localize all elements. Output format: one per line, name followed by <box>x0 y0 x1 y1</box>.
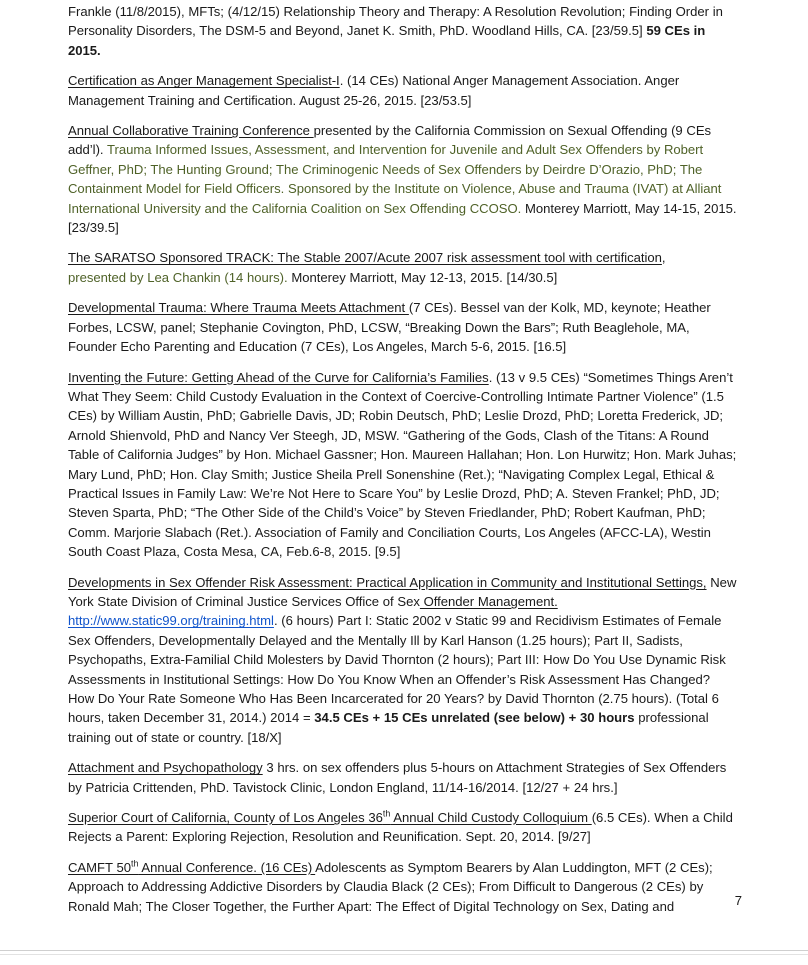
para3-black-2: Monterey Marriott, May 14-15, 2015. [23/39.5] <box>68 200 737 236</box>
para9-title-part1: Superior Court of California, County of Los Angeles 36 <box>68 810 383 826</box>
entry-title-developmental-trauma: Developmental Trauma: Where Trauma Meets Attachment <box>68 300 409 316</box>
entry-title-superior-court <box>68 810 592 825</box>
para7-bold-total: 34.5 CEs + 15 CEs unrelated (see below) + 30 hours <box>314 710 635 726</box>
paragraph-frankle-2015 <box>68 2 738 60</box>
paragraph-superior-court-colloquium <box>68 808 738 847</box>
para7-mid-underlined: Offender Management. <box>419 593 558 609</box>
paragraph-saratso-track <box>68 248 738 287</box>
static99-training-link[interactable]: http://www.static99.org/training.html <box>68 613 274 629</box>
para9-rest: (6.5 CEs). When a Child Rejects a Parent: Exploring Rejection, Resolution and Reunification. Sept. 20, 2014. [9/27] <box>68 810 733 845</box>
para7-mid-plain: New York State Division of Criminal Justice Services Office of Sex <box>68 574 737 609</box>
para7-rest-2: professional training out of state or country. [18/X] <box>68 710 709 745</box>
para1-bold-total: 59 CEs in 2015. <box>68 23 706 58</box>
paragraph-attachment-psychopathology <box>68 758 738 797</box>
entry-title-saratso: The SARATSO Sponsored TRACK: The Stable 2007/Acute 2007 risk assessment tool with certification <box>68 250 662 266</box>
para2-rest: . (14 CEs) National Anger Management Association. Anger Management Training and Certification. August 25-26, 2015. [23/53.5] <box>68 73 680 108</box>
para10-title-part2: Annual Conference. (16 CEs) <box>138 859 316 875</box>
entry-title-anger-management: Certification as Anger Management Specialist-I <box>68 73 340 89</box>
para5-rest: (7 CEs). Bessel van der Kolk, MD, keynote; Heather Forbes, LCSW, panel; Stephanie Covington, PhD, LCSW, “Breaking Down the Bars”; Ruth Beaglehole, MA, Founder Echo Parenting and Education (7 CEs), Los Angeles, March 5-6, 2015. [16.5] <box>68 300 711 355</box>
entry-title-developments-risk-assessment: Developments in Sex Offender Risk Assessment: Practical Application in Community and Institutional Settings, <box>68 574 707 590</box>
paragraph-developments-sex-offender-risk <box>68 573 738 748</box>
para8-rest: 3 hrs. on sex offenders plus 5-hours on Attachment Strategies of Sex Offenders by Patricia Crittenden, PhD. Tavistock Clinic, London England, 11/14-16/2014. [12/27 + 24 hrs.] <box>68 760 727 795</box>
para3-black-1: presented by the California Commission on Sexual Offending (9 CEs add’l). <box>68 123 712 158</box>
paragraph-inventing-the-future <box>68 368 738 562</box>
page-number: 7 <box>734 893 742 908</box>
paragraph-camft-annual-conference <box>68 858 738 916</box>
para6-rest: . (13 v 9.5 CEs) “Sometimes Things Aren’t What They Seem: Child Custody Evaluation in the Context of Coercive-Controlling Intimate Partner Violence” (1.5 CEs) by William Austin, PhD; Gabrielle Davis, JD; Robin Deutsch, PhD; Leslie Drozd, PhD; Loretta Frederick, JD; Arnold Shienvold, PhD and Nancy Ver Steegh, JD, MSW. “Gathering of the Gods, Clash of the Titans: A Round Table of California Judges” by Hon. Michael Gassner; Hon. Maureen Hallahan; Hon. Lon Hurwitz; Hon. Mark Juhas; Mary Lund, PhD; Hon. Clay Smith; Justice Sheila Prell Sonenshine (Ret.); “Navigating Complex Legal, Ethical & Practical Issues in Family Law: We’re Not Here to Scare You” by Leslie Drozd, PhD; A. Steven Frankel; PhD, JD; Steven Sparta, PhD; “The Other Side of the Child’s Voice” by Steven Friedlander, PhD; Robert Kaufman, PhD; Comm. Marjorie Slabach (Ret.). Association of Family and Conciliation Courts, Los Angeles (AFCC-LA), Westin South Coast Plaza, Costa Mesa, CA, Feb.6-8, 2015. [9.5] <box>68 369 737 560</box>
para3-green-run: Trauma Informed Issues, Assessment, and Intervention for Juvenile and Adult Sex Offenders by Robert Geffner, PhD; The Hunting Ground; The Criminogenic Needs of Sex Offenders by Deirdre D’Orazio, PhD; The Containment Model for Field Officers. Sponsored by the Institute on Violence, Abuse and Trauma (IVAT) at Alliant International University and the California Coalition on Sex Offending CCOSO. <box>68 142 722 216</box>
para10-ordinal-suffix: th <box>131 858 139 869</box>
paragraph-developmental-trauma <box>68 298 738 356</box>
para4-green-run: presented by Lea Chankin (14 hours). <box>68 269 292 285</box>
entry-title-attachment-psychopathology: Attachment and Psychopathology <box>68 760 263 776</box>
paragraph-anger-management-certification <box>68 71 738 110</box>
para7-rest-1: . (6 hours) Part I: Static 2002 v Static 99 and Recidivism Estimates of Female Sex Offenders, Developmentally Delayed and the Mentally Ill by Karl Hanson (1.25 hours); Part II, Sadists, Psychopaths, Extra-Familial Child Molesters by David Thornton (2 hours); Part III: How Do You Use Dynamic Risk Assessments in Institutional Settings: How Do You Know When an Offender’s Risk Assessment Has Changed? How Do Your Rate Someone Who Has Been Incarcerated for 20 Years? by David Thornton (2.75 hours). (Total 6 hours, taken December 31, 2014.) 2014 = <box>68 613 726 726</box>
para1-run1: Frankle (11/8/2015), MFTs; (4/12/15) Relationship Theory and Therapy: A Resolution Revolution; Finding Order in Personality Disorders, The DSM-5 and Beyond, Janet K. Smith, PhD. Woodland Hills, CA. [23/59.5] <box>68 4 723 39</box>
page-bottom-divider-secondary <box>0 954 808 955</box>
para4-black-run: Monterey Marriott, May 12-13, 2015. [14/30.5] <box>291 269 558 285</box>
para9-ordinal-suffix: th <box>382 808 391 819</box>
entry-title-camft <box>68 860 315 875</box>
page-bottom-divider <box>0 950 808 951</box>
entry-title-inventing-future: Inventing the Future: Getting Ahead of the Curve for California’s Families <box>68 369 489 385</box>
para10-rest: Adolescents as Symptom Bearers by Alan Luddington, MFT (2 CEs); Approach to Addressing Addictive Disorders by Claudia Black (2 CEs); From Difficult to Dangerous (2 CEs) by Ronald Mah; The Closer Together, the Further Apart: The Effect of Digital Technology on Sex, Dating and <box>68 859 713 914</box>
para4-comma: , <box>661 250 666 266</box>
para9-title-part2: Annual Child Custody Colloquium <box>390 810 592 826</box>
paragraph-annual-collaborative-training <box>68 121 738 237</box>
entry-title-annual-collaborative: Annual Collaborative Training Conference <box>68 123 314 139</box>
document-body <box>68 2 738 927</box>
para10-title-part1: CAMFT 50 <box>68 859 131 875</box>
